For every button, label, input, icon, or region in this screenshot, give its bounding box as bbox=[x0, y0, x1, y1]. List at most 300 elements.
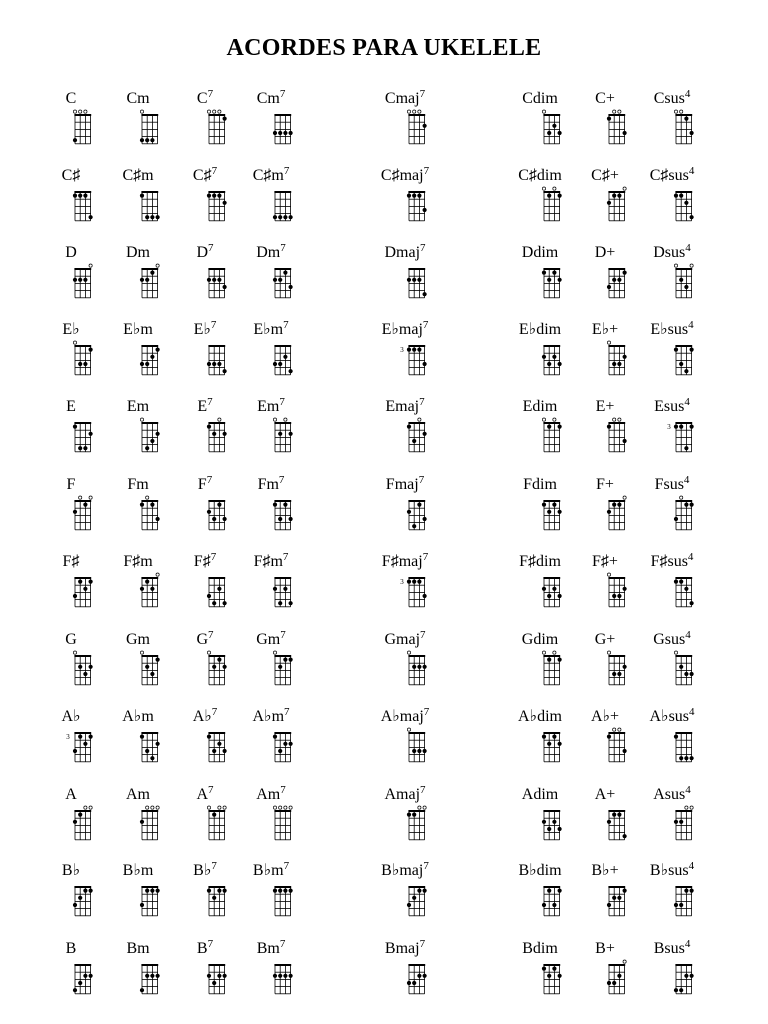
finger-dot bbox=[679, 278, 683, 282]
finger-dot bbox=[140, 988, 144, 992]
chord-cm7 bbox=[236, 90, 306, 152]
open-string-marker bbox=[79, 496, 82, 499]
chord-root-suffix: F♯dim bbox=[519, 553, 561, 570]
chord-diagram bbox=[197, 186, 237, 230]
finger-dot bbox=[612, 813, 616, 817]
finger-dot bbox=[690, 756, 694, 760]
chord-name bbox=[103, 631, 173, 649]
finger-dot bbox=[89, 665, 93, 669]
chord-am bbox=[103, 786, 173, 848]
finger-dot bbox=[156, 742, 160, 746]
chord-superscript: 7 bbox=[207, 88, 214, 100]
finger-dot bbox=[623, 587, 627, 591]
chord-root-suffix: Bsus bbox=[653, 940, 685, 957]
finger-dot bbox=[150, 672, 154, 676]
chord-name bbox=[505, 90, 575, 108]
chord-root-suffix: B♭+ bbox=[591, 862, 619, 879]
chord-name bbox=[637, 244, 707, 263]
chord-root-suffix: Bmaj bbox=[384, 940, 420, 957]
finger-dot bbox=[223, 117, 227, 121]
chord-root-suffix: Asus bbox=[653, 786, 686, 803]
chord-root-suffix: Am bbox=[126, 786, 150, 803]
finger-dot bbox=[212, 432, 216, 436]
chord-b7 bbox=[170, 940, 240, 1002]
chord-name bbox=[370, 631, 440, 650]
chord-name bbox=[637, 476, 707, 495]
chord-em7 bbox=[236, 398, 306, 460]
chord-root-suffix: Gm bbox=[126, 631, 150, 648]
open-string-marker bbox=[618, 110, 621, 113]
chord-root-suffix: B♭m bbox=[122, 862, 154, 879]
chord-name bbox=[170, 940, 240, 959]
finger-dot bbox=[417, 194, 421, 198]
chord-root-suffix: Csus bbox=[653, 90, 685, 107]
chord-root-suffix: Ddim bbox=[521, 244, 559, 261]
chord-diagram bbox=[263, 186, 303, 230]
finger-dot bbox=[623, 749, 627, 753]
open-string-marker bbox=[690, 264, 693, 267]
chord-superscript: 7 bbox=[422, 551, 429, 563]
chord-name bbox=[36, 631, 106, 649]
finger-dot bbox=[150, 271, 154, 275]
chord-b-flatm7 bbox=[236, 862, 306, 924]
chord-diagram bbox=[597, 881, 637, 925]
finger-dot bbox=[558, 362, 562, 366]
chord-name bbox=[36, 940, 106, 958]
chord-name bbox=[637, 631, 707, 650]
open-string-marker bbox=[223, 806, 226, 809]
chord-f-sharp7 bbox=[170, 553, 240, 615]
chord-am7 bbox=[236, 786, 306, 848]
chord-root-suffix: Amaj bbox=[384, 786, 421, 803]
finger-dot bbox=[412, 580, 416, 584]
chord-diagram bbox=[597, 959, 637, 1003]
chord-name bbox=[103, 167, 173, 185]
chord-name bbox=[236, 553, 306, 572]
chord-root-suffix: D bbox=[65, 244, 77, 261]
finger-dot bbox=[217, 194, 221, 198]
open-string-marker bbox=[413, 110, 416, 113]
chord-bmaj7 bbox=[370, 940, 440, 1002]
chord-cdim bbox=[505, 90, 575, 152]
chord-root-suffix: B♭ bbox=[193, 862, 212, 879]
chord-diagram bbox=[597, 727, 637, 771]
finger-dot bbox=[690, 974, 694, 978]
chord-name bbox=[236, 631, 306, 650]
chord-root-suffix: B bbox=[65, 940, 77, 957]
finger-dot bbox=[674, 348, 678, 352]
chord-superscript: 7 bbox=[207, 938, 214, 950]
chord-e-flatdim bbox=[505, 321, 575, 383]
open-string-marker bbox=[218, 806, 221, 809]
finger-dot bbox=[289, 432, 293, 436]
finger-dot bbox=[547, 425, 551, 429]
open-string-marker bbox=[156, 806, 159, 809]
chord-root-suffix: Cm bbox=[256, 90, 280, 107]
finger-dot bbox=[417, 749, 421, 753]
chord-superscript: 7 bbox=[278, 474, 285, 486]
finger-dot bbox=[156, 432, 160, 436]
chord-name bbox=[637, 708, 707, 727]
finger-dot bbox=[617, 896, 621, 900]
chord-name bbox=[36, 244, 106, 262]
chord-diagram bbox=[532, 495, 572, 539]
chord-gsus4 bbox=[637, 631, 707, 693]
chord-diagram bbox=[664, 495, 704, 539]
open-string-marker bbox=[146, 496, 149, 499]
finger-dot bbox=[558, 425, 562, 429]
chord-f-sharpm7 bbox=[236, 553, 306, 615]
chord-emaj7 bbox=[370, 398, 440, 460]
finger-dot bbox=[83, 503, 87, 507]
chord-csus4 bbox=[637, 90, 707, 152]
chord-root-suffix: F♯m bbox=[253, 553, 283, 570]
open-string-marker bbox=[623, 960, 626, 963]
finger-dot bbox=[607, 117, 611, 121]
open-string-marker bbox=[618, 418, 621, 421]
chord-c-sharpdim bbox=[505, 167, 575, 229]
chord-root-suffix: C bbox=[65, 90, 77, 107]
chord-g bbox=[36, 631, 106, 693]
chord-a-flatmaj7 bbox=[370, 708, 440, 770]
open-string-marker bbox=[423, 806, 426, 809]
finger-dot bbox=[684, 889, 688, 893]
chord-root-suffix: E♭maj bbox=[381, 321, 423, 338]
chord-e7 bbox=[170, 398, 240, 460]
chord-name bbox=[570, 708, 640, 726]
chord-root-suffix: A♭m bbox=[122, 708, 154, 725]
chord-superscript: 7 bbox=[279, 396, 285, 408]
chord-root-suffix: Fdim bbox=[523, 476, 557, 493]
chord-name bbox=[36, 786, 106, 804]
open-string-marker bbox=[73, 341, 76, 344]
finger-dot bbox=[542, 355, 546, 359]
finger-dot bbox=[140, 278, 144, 282]
chord-superscript: 4 bbox=[685, 242, 691, 254]
chord-root-suffix: B♭dim bbox=[518, 862, 562, 879]
finger-dot bbox=[607, 201, 611, 205]
finger-dot bbox=[612, 194, 616, 198]
chord-name bbox=[170, 631, 240, 650]
chord-diagram bbox=[397, 881, 437, 925]
chord-c7 bbox=[170, 90, 240, 152]
finger-dot bbox=[217, 278, 221, 282]
finger-dot bbox=[140, 503, 144, 507]
finger-dot bbox=[558, 131, 562, 135]
finger-dot bbox=[690, 503, 694, 507]
finger-dot bbox=[150, 503, 154, 507]
chord-superscript: 7 bbox=[208, 784, 214, 796]
fret-position-number: 3 bbox=[66, 733, 70, 742]
chord-superscript: 7 bbox=[211, 706, 218, 718]
finger-dot bbox=[423, 292, 427, 296]
chord-diagram bbox=[597, 340, 637, 384]
finger-dot bbox=[558, 194, 562, 198]
chord-name bbox=[103, 244, 173, 262]
finger-dot bbox=[412, 194, 416, 198]
chord-gmaj7 bbox=[370, 631, 440, 693]
finger-dot bbox=[73, 278, 77, 282]
chord-name bbox=[236, 167, 306, 186]
chord-diagram bbox=[397, 109, 437, 153]
finger-dot bbox=[73, 138, 77, 142]
chord-root-suffix: C♯m bbox=[122, 167, 154, 184]
finger-dot bbox=[289, 658, 293, 662]
open-string-marker bbox=[685, 806, 688, 809]
chord-superscript: 7 bbox=[208, 242, 214, 254]
chord-c-sharp7 bbox=[170, 167, 240, 229]
chord-name bbox=[505, 631, 575, 649]
chord-esus4 bbox=[637, 398, 707, 460]
chord-diagram bbox=[397, 186, 437, 230]
open-string-marker bbox=[84, 110, 87, 113]
finger-dot bbox=[674, 820, 678, 824]
finger-dot bbox=[547, 510, 551, 514]
chord-root-suffix: Fm bbox=[257, 476, 279, 493]
chord-root-suffix: Fm bbox=[127, 476, 149, 493]
finger-dot bbox=[278, 362, 282, 366]
chord-superscript: 7 bbox=[418, 474, 425, 486]
chord-diagram bbox=[63, 881, 103, 925]
chord-root-suffix: Fsus bbox=[654, 476, 684, 493]
chord-d bbox=[36, 244, 106, 306]
finger-dot bbox=[542, 903, 546, 907]
chord-edim bbox=[505, 398, 575, 460]
finger-dot bbox=[623, 834, 627, 838]
finger-dot bbox=[407, 813, 411, 817]
chord-name bbox=[637, 940, 707, 959]
chord-name bbox=[370, 553, 440, 572]
finger-dot bbox=[212, 665, 216, 669]
finger-dot bbox=[690, 215, 694, 219]
finger-dot bbox=[612, 503, 616, 507]
finger-dot bbox=[273, 278, 277, 282]
chord-root-suffix: Dm bbox=[126, 244, 150, 261]
chord-root-suffix: A♭+ bbox=[590, 708, 620, 725]
chord-root-suffix: Adim bbox=[521, 786, 559, 803]
open-string-marker bbox=[553, 187, 556, 190]
chord-root-suffix: D bbox=[196, 244, 209, 261]
chord-g7 bbox=[170, 631, 240, 693]
open-string-marker bbox=[623, 187, 626, 190]
chord-superscript: 7 bbox=[423, 860, 429, 872]
chord-name bbox=[370, 786, 440, 805]
chord-superscript: 7 bbox=[420, 784, 426, 796]
chord-diagram bbox=[597, 186, 637, 230]
chord-superscript: 7 bbox=[283, 165, 290, 177]
finger-dot bbox=[145, 749, 149, 753]
chord-a-flat-aug bbox=[570, 708, 640, 770]
finger-dot bbox=[150, 138, 154, 142]
open-string-marker bbox=[418, 110, 421, 113]
chord-diagram bbox=[63, 959, 103, 1003]
finger-dot bbox=[273, 889, 277, 893]
chord-f bbox=[36, 476, 106, 538]
finger-dot bbox=[278, 665, 282, 669]
finger-dot bbox=[417, 665, 421, 669]
finger-dot bbox=[156, 348, 160, 352]
chord-name bbox=[236, 476, 306, 495]
finger-dot bbox=[278, 601, 282, 605]
finger-dot bbox=[283, 742, 287, 746]
finger-dot bbox=[552, 503, 556, 507]
finger-dot bbox=[690, 889, 694, 893]
finger-dot bbox=[542, 967, 546, 971]
finger-dot bbox=[552, 967, 556, 971]
chord-root-suffix: Gm bbox=[256, 631, 281, 648]
open-string-marker bbox=[89, 264, 92, 267]
finger-dot bbox=[547, 594, 551, 598]
chord-name bbox=[36, 167, 106, 185]
open-string-marker bbox=[73, 110, 76, 113]
chord-name bbox=[103, 940, 173, 958]
chord-name bbox=[170, 244, 240, 263]
chord-diagram bbox=[130, 109, 170, 153]
chord-diagram bbox=[197, 805, 237, 849]
chord-diagram bbox=[130, 572, 170, 616]
finger-dot bbox=[140, 735, 144, 739]
chord-superscript: 7 bbox=[210, 551, 217, 563]
finger-dot bbox=[223, 974, 227, 978]
chord-bm bbox=[103, 940, 173, 1002]
finger-dot bbox=[623, 889, 627, 893]
chord-c bbox=[36, 90, 106, 152]
chord-cm bbox=[103, 90, 173, 152]
chord-superscript: 7 bbox=[282, 551, 289, 563]
chord-root-suffix: Cm bbox=[126, 90, 150, 107]
chord-diagram bbox=[197, 417, 237, 461]
chord-diagram bbox=[263, 572, 303, 616]
finger-dot bbox=[150, 974, 154, 978]
chord-diagram bbox=[130, 727, 170, 771]
chord-diagram bbox=[263, 959, 303, 1003]
chord-name bbox=[170, 786, 240, 805]
chord-superscript: 4 bbox=[685, 629, 691, 641]
chord-root-suffix: E♭m bbox=[123, 321, 153, 338]
finger-dot bbox=[273, 131, 277, 135]
finger-dot bbox=[289, 215, 293, 219]
chord-e-flatmaj7 bbox=[370, 321, 440, 383]
finger-dot bbox=[679, 425, 683, 429]
finger-dot bbox=[607, 981, 611, 985]
open-string-marker bbox=[89, 496, 92, 499]
fret-position-number: 3 bbox=[667, 423, 671, 432]
chord-root-suffix: F♯ bbox=[193, 553, 211, 570]
finger-dot bbox=[278, 432, 282, 436]
chord-diagram bbox=[397, 727, 437, 771]
chord-fsus4 bbox=[637, 476, 707, 538]
chord-diagram bbox=[597, 109, 637, 153]
finger-dot bbox=[617, 503, 621, 507]
finger-dot bbox=[684, 369, 688, 373]
chord-diagram bbox=[397, 495, 437, 539]
chord-root-suffix: B♭sus bbox=[649, 862, 689, 879]
finger-dot bbox=[283, 658, 287, 662]
chord-name bbox=[103, 398, 173, 416]
finger-dot bbox=[289, 369, 293, 373]
finger-dot bbox=[547, 131, 551, 135]
finger-dot bbox=[207, 889, 211, 893]
chord-diagram bbox=[664, 959, 704, 1003]
chord-name bbox=[236, 321, 306, 340]
finger-dot bbox=[207, 278, 211, 282]
chord-superscript: 7 bbox=[423, 706, 430, 718]
chord-diagram bbox=[664, 109, 704, 153]
chord-name bbox=[570, 167, 640, 185]
finger-dot bbox=[623, 439, 627, 443]
chord-e-flat-aug bbox=[570, 321, 640, 383]
chord-diagram bbox=[532, 417, 572, 461]
open-string-marker bbox=[542, 110, 545, 113]
open-string-marker bbox=[542, 187, 545, 190]
finger-dot bbox=[623, 271, 627, 275]
open-string-marker bbox=[680, 496, 683, 499]
finger-dot bbox=[289, 601, 293, 605]
chord-name bbox=[505, 398, 575, 416]
finger-dot bbox=[684, 974, 688, 978]
finger-dot bbox=[690, 425, 694, 429]
finger-dot bbox=[217, 742, 221, 746]
open-string-marker bbox=[618, 728, 621, 731]
open-string-marker bbox=[674, 651, 677, 654]
chord-root-suffix: A+ bbox=[594, 786, 616, 803]
finger-dot bbox=[612, 362, 616, 366]
finger-dot bbox=[547, 974, 551, 978]
chord-root-suffix: F♯+ bbox=[592, 553, 618, 570]
chord-root-suffix: Gsus bbox=[653, 631, 686, 648]
finger-dot bbox=[89, 348, 93, 352]
chord-root-suffix: G bbox=[65, 631, 77, 648]
chord-root-suffix: A♭m bbox=[252, 708, 285, 725]
chord-gm bbox=[103, 631, 173, 693]
chord-root-suffix: C♯ bbox=[61, 167, 81, 184]
chord-root-suffix: F♯ bbox=[62, 553, 80, 570]
chord-diagram bbox=[263, 650, 303, 694]
fret-position-number: 3 bbox=[400, 578, 404, 587]
chord-root-suffix: B bbox=[196, 940, 208, 957]
finger-dot bbox=[679, 362, 683, 366]
chord-root-suffix: E♭m bbox=[253, 321, 284, 338]
finger-dot bbox=[150, 215, 154, 219]
chord-diagram bbox=[664, 805, 704, 849]
chord-diagram bbox=[664, 263, 704, 307]
finger-dot bbox=[674, 903, 678, 907]
chord-superscript: 7 bbox=[210, 319, 217, 331]
chord-root-suffix: C♯m bbox=[252, 167, 284, 184]
finger-dot bbox=[612, 278, 616, 282]
finger-dot bbox=[679, 820, 683, 824]
chord-root-suffix: E♭+ bbox=[591, 321, 619, 338]
finger-dot bbox=[684, 756, 688, 760]
finger-dot bbox=[612, 896, 616, 900]
chord-name bbox=[637, 862, 707, 881]
open-string-marker bbox=[84, 806, 87, 809]
chord-name bbox=[570, 321, 640, 339]
finger-dot bbox=[145, 974, 149, 978]
finger-dot bbox=[83, 587, 87, 591]
chord-diagram bbox=[63, 727, 103, 771]
chord-diagram bbox=[532, 959, 572, 1003]
chord-name bbox=[170, 167, 240, 186]
chord-root-suffix: Cdim bbox=[522, 90, 558, 107]
chord-f-sharpsus4 bbox=[637, 553, 707, 615]
chord-name bbox=[170, 476, 240, 495]
finger-dot bbox=[674, 735, 678, 739]
finger-dot bbox=[547, 194, 551, 198]
finger-dot bbox=[212, 813, 216, 817]
finger-dot bbox=[223, 369, 227, 373]
finger-dot bbox=[156, 215, 160, 219]
